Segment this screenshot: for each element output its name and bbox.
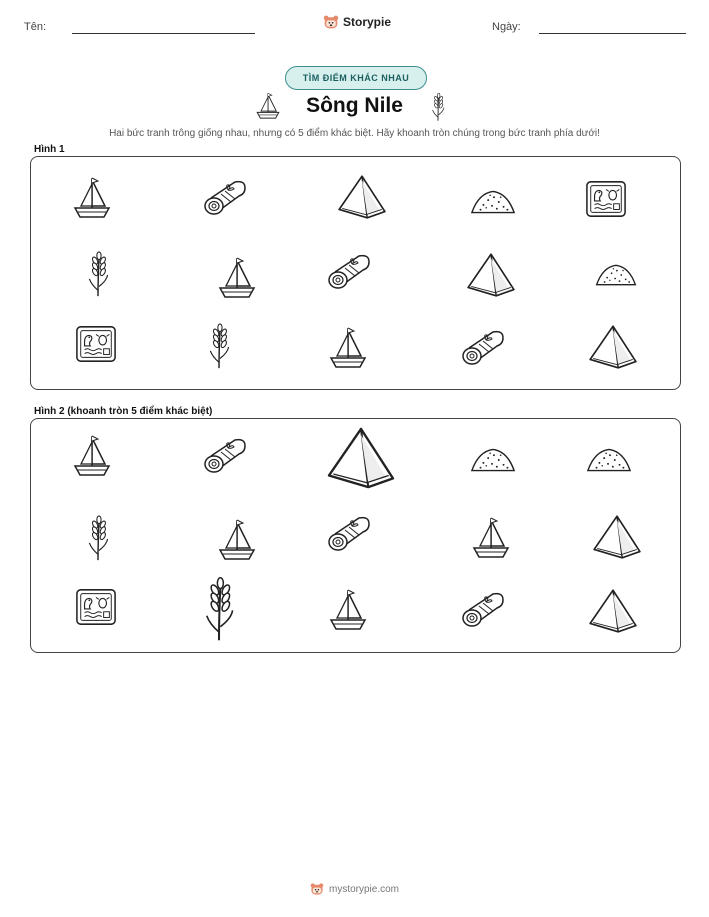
activity-badge: TÌM ĐIỂM KHÁC NHAU — [285, 66, 427, 90]
name-line[interactable] — [72, 33, 255, 34]
scroll-icon[interactable] — [457, 587, 509, 633]
scroll-icon[interactable] — [457, 325, 509, 371]
instructions: Hai bức tranh trông giống nhau, nhưng có 5 điểm khác biệt. Hãy khoanh tròn chúng trong bức tranh phía dưới! — [109, 128, 600, 139]
pyramid-icon[interactable] — [321, 425, 401, 491]
grain-pile-icon[interactable] — [467, 185, 519, 219]
pyramid-icon[interactable] — [463, 251, 519, 299]
footer — [0, 882, 709, 896]
wheat-icon — [428, 92, 448, 122]
date-label: Ngày: — [492, 21, 521, 33]
boat-icon[interactable] — [325, 325, 371, 371]
brand-name: Storypie — [343, 15, 392, 29]
wheat-icon[interactable] — [82, 513, 114, 563]
grain-pile-icon[interactable] — [583, 443, 635, 477]
page-title: Sông Nile — [306, 94, 403, 117]
picture1-panel[interactable] — [30, 156, 681, 390]
hieroglyph-tablet-icon[interactable] — [73, 322, 119, 366]
scroll-icon[interactable] — [199, 175, 251, 221]
boat-icon[interactable] — [325, 587, 371, 633]
wheat-icon[interactable] — [82, 249, 114, 299]
wheat-icon[interactable] — [203, 321, 235, 371]
picture2-panel[interactable] — [30, 418, 681, 653]
scroll-icon[interactable] — [199, 433, 251, 479]
boat-icon[interactable] — [214, 517, 260, 563]
boat-icon[interactable] — [69, 433, 115, 479]
grain-pile-icon[interactable] — [467, 443, 519, 477]
boat-icon[interactable] — [214, 255, 260, 301]
scroll-icon[interactable] — [323, 511, 375, 557]
hieroglyph-tablet-icon[interactable] — [583, 177, 629, 221]
boat-icon[interactable] — [468, 515, 514, 561]
picture2-label: Hình 2 (khoanh tròn 5 điểm khác biệt) — [34, 406, 213, 417]
wheat-icon[interactable] — [197, 575, 241, 643]
date-line[interactable] — [539, 33, 686, 34]
grain-pile-icon[interactable] — [593, 259, 639, 291]
boat-icon[interactable] — [69, 175, 115, 221]
bear-icon — [310, 882, 324, 896]
footer-site[interactable]: mystorypie.com — [328, 883, 399, 895]
picture1-label: Hình 1 — [34, 144, 65, 155]
storypie-logo — [323, 14, 391, 30]
scroll-icon[interactable] — [323, 249, 375, 295]
pyramid-icon[interactable] — [334, 173, 390, 221]
hieroglyph-tablet-icon[interactable] — [73, 585, 119, 629]
pyramid-icon[interactable] — [585, 323, 641, 371]
pyramid-icon[interactable] — [585, 587, 641, 635]
name-label: Tên: — [24, 21, 47, 33]
pyramid-icon[interactable] — [589, 513, 645, 561]
bear-icon — [323, 14, 339, 30]
